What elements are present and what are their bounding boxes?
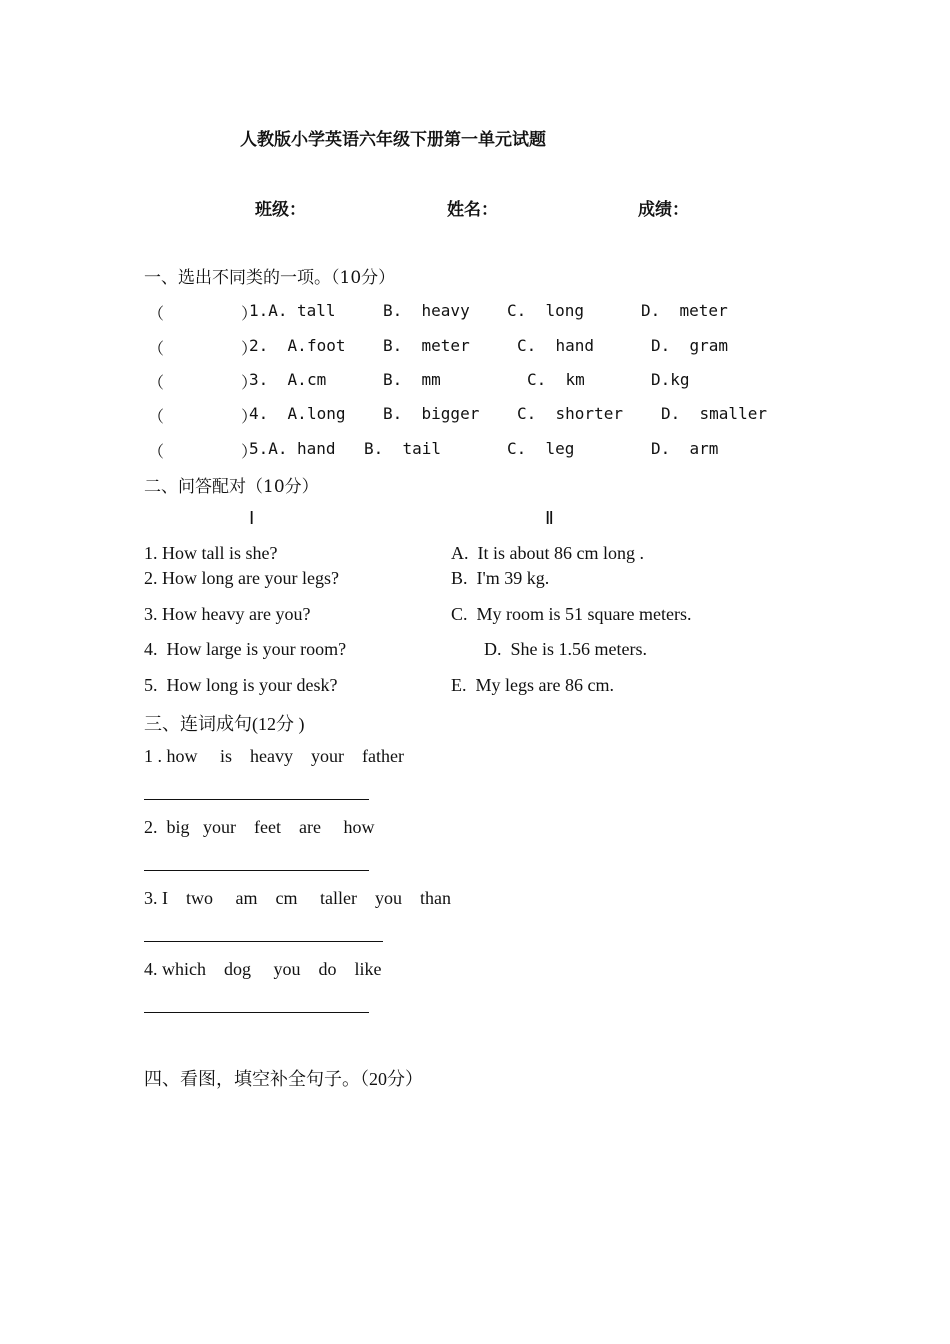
item-number: 4. A. xyxy=(249,404,307,423)
answer-line xyxy=(144,870,369,871)
option-b: B. heavy xyxy=(383,301,470,320)
answer-paren: （ ） xyxy=(148,373,258,392)
name-label: 姓名： xyxy=(447,200,498,220)
option-a: cm xyxy=(307,370,327,389)
option-b: B. tail xyxy=(364,439,442,458)
option-d: D.kg xyxy=(651,370,690,389)
item-number: 1.A. xyxy=(249,301,288,320)
item-number: 2. A. xyxy=(249,336,307,355)
answer-line xyxy=(144,1012,369,1013)
scrambled-words: 4. which dog you do like xyxy=(144,959,382,979)
section1-heading: 一、选出不同类的一项。（10分） xyxy=(144,268,396,288)
column-2-label: Ⅱ xyxy=(545,508,554,528)
answer-item: B. I'm 39 kg. xyxy=(451,568,550,588)
class-label: 班级： xyxy=(255,200,306,220)
answer-line xyxy=(144,799,369,800)
item-number: 5.A. xyxy=(249,439,288,458)
answer-item: C. My room is 51 square meters. xyxy=(451,604,692,624)
answer-item: D. She is 1.56 meters. xyxy=(484,639,647,659)
section4-heading: 四、看图，填空补全句子。（20分） xyxy=(144,1069,423,1089)
option-b: B. meter xyxy=(383,336,470,355)
option-a: tall xyxy=(297,301,336,320)
answer-paren: （ ） xyxy=(148,304,258,323)
option-b: B. bigger xyxy=(383,404,480,423)
option-d: D. smaller xyxy=(661,404,767,423)
answer-item: A. It is about 86 cm long . xyxy=(451,543,644,563)
option-d: D. meter xyxy=(641,301,728,320)
option-c: C. long xyxy=(507,301,585,320)
column-1-label: Ⅰ xyxy=(249,508,255,528)
answer-paren: （ ） xyxy=(148,339,258,358)
option-d: D. gram xyxy=(651,336,729,355)
question-item: 3. How heavy are you? xyxy=(144,604,311,624)
answer-paren: （ ） xyxy=(148,407,258,426)
scrambled-words: 2. big your feet are how xyxy=(144,817,375,837)
answer-paren: （ ） xyxy=(148,442,258,461)
score-label: 成绩： xyxy=(638,200,689,220)
item-number: 3. A. xyxy=(249,370,307,389)
answer-line xyxy=(144,941,383,942)
section2-heading: 二、问答配对（10分） xyxy=(144,477,319,497)
option-c: C. km xyxy=(527,370,585,389)
option-d: D. arm xyxy=(651,439,719,458)
option-a: long xyxy=(307,404,346,423)
question-item: 4. How large is your room? xyxy=(144,639,347,659)
page-title: 人教版小学英语六年级下册第一单元试题 xyxy=(240,130,546,150)
option-a: hand xyxy=(297,439,336,458)
question-item: 1. How tall is she? xyxy=(144,543,278,563)
scrambled-words: 1 . how is heavy your father xyxy=(144,746,404,766)
option-a: foot xyxy=(307,336,346,355)
option-b: B. mm xyxy=(383,370,441,389)
option-c: C. leg xyxy=(507,439,575,458)
scrambled-words: 3. I two am cm taller you than xyxy=(144,888,451,908)
option-c: C. hand xyxy=(517,336,595,355)
question-item: 5. How long is your desk? xyxy=(144,675,338,695)
question-item: 2. How long are your legs? xyxy=(144,568,339,588)
section3-heading: 三、连词成句(12分 ) xyxy=(144,714,305,734)
option-c: C. shorter xyxy=(517,404,623,423)
answer-item: E. My legs are 86 cm. xyxy=(451,675,614,695)
